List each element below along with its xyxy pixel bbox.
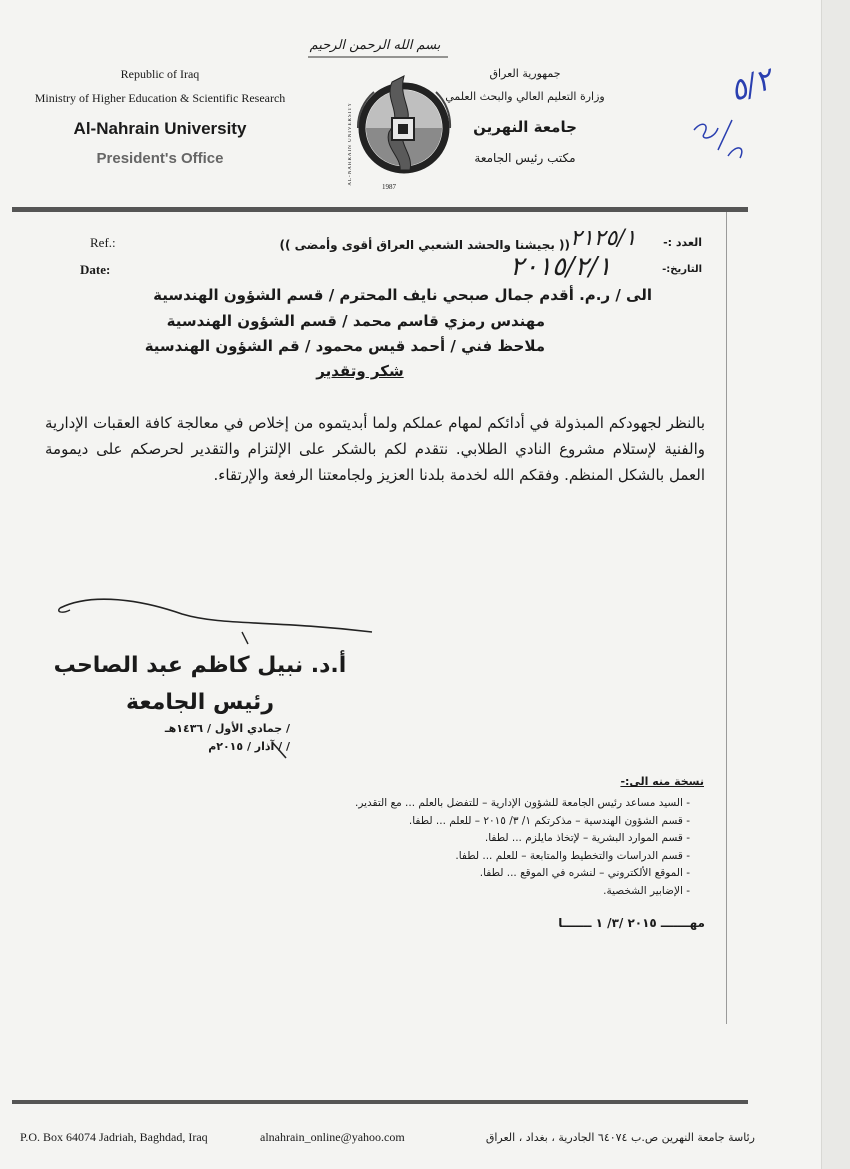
cc-item: - قسم الدراسات والتخطيط والمتابعة – للعلم ... لطفا.: [455, 849, 690, 862]
hijri-date: / جمادي الأول / ١٤٣٦هـ: [164, 722, 290, 735]
cc-item: - الإضابير الشخصية.: [603, 884, 690, 897]
ar-office: مكتب رئيس الجامعة: [474, 151, 576, 165]
page-edge: [821, 0, 850, 1169]
footer-email: alnahrain_online@yahoo.com: [260, 1130, 405, 1144]
cc-list: [280, 795, 690, 900]
subject: شكر وتقدير: [316, 362, 404, 380]
header-divider: [12, 207, 748, 212]
en-university: Al-Nahrain University: [73, 119, 247, 138]
recipient-line-3: ملاحظ فني / أحمد قيس محمود / قم الشؤون الهندسية: [144, 337, 545, 355]
handwritten-note: ٥/٢: [725, 61, 778, 110]
number-label: العدد :-: [663, 236, 702, 249]
en-ministry: Ministry of Higher Education & Scientific Research: [34, 91, 286, 105]
cc-heading: نسخة منه الى:-: [620, 775, 704, 788]
basmala: بسم الله الرحمن الرحيم: [309, 38, 441, 53]
handwritten-scribble: [688, 100, 758, 170]
signatory-title: رئيس الجامعة: [126, 690, 274, 715]
date-label-ar: التاريخ:-: [662, 264, 702, 275]
slogan: (( بجيشنا والحشد الشعبي العراق أقوى وأمضى )): [279, 238, 570, 252]
cc-item: - السيد مساعد رئيس الجامعة للشؤون الإدارية – للتفضل بالعلم ... مع التقدير.: [354, 797, 690, 809]
footer-ar-address: رئاسة جامعة النهرين ص.ب ٦٤٠٧٤ الجادرية ، بغداد ، العراق: [485, 1131, 755, 1144]
date-value: ٢٠١٥/٢/١: [510, 252, 612, 282]
cc-item: - قسم الشؤون الهندسية – مذكرتكم ١/ ٣/ ٢٠١٥ – للعلم ... لطفا.: [408, 814, 690, 827]
ar-ministry: وزارة التعليم العالي والبحث العلمي: [445, 90, 605, 103]
gregorian-date: / / آذار / ٢٠١٥م: [208, 740, 290, 753]
cc-item: - قسم الموارد البشرية – لإتخاذ مايلزم ... لطفا.: [484, 832, 690, 844]
ar-country: جمهورية العراق: [489, 67, 561, 80]
letter-body: بالنظر لجهودكم المبذولة في أدائكم لمهام عملكم ولما أبديتموه من إخلاص في معالجة كافة العقبات الإدارية والفنية لإستلام مشروع النادي الطلابي. نتقدم لكم بالشكر على الإلتزام والتقدير لحرصكم على ديمومة العمل بالشكل المنظم. وفقكم الله لخدمة بلدنا العزيز ولجامعتنا الرفعة والإرتقاء.: [45, 414, 705, 484]
ar-university: جامعة النهرين: [473, 118, 577, 136]
footer-po-box: P.O. Box 64074 Jadriah, Baghdad, Iraq: [20, 1130, 208, 1144]
footer-divider: [12, 1100, 748, 1104]
logo-year: 1987: [382, 183, 396, 191]
cc-footer-date: مهـــــــ ٢٠١٥ /٣/ ١ ـــــــا: [558, 916, 705, 930]
date-label: Date:: [80, 262, 111, 277]
basmala-underline: [308, 54, 448, 60]
recipient-line-1: الى / ر.م. أقدم جمال صبحي نايف المحترم / قسم الشؤون الهندسية: [153, 286, 652, 304]
en-country: Republic of Iraq: [120, 67, 200, 81]
number-value: ٢١٢٥/١: [570, 226, 637, 251]
logo-text: AL-NAHRAIN UNIVERSITY: [348, 102, 353, 186]
signatory-name: أ.د. نبيل كاظم عبد الصاحب: [53, 653, 347, 678]
handwritten-signature: [52, 592, 382, 662]
en-office: President's Office: [96, 150, 224, 167]
handwritten-tick: [270, 738, 290, 762]
ref-label: Ref.:: [90, 235, 116, 250]
margin-line: [726, 212, 727, 1024]
cc-item: - الموقع الألكتروني – لنشره في الموقع ... لطفا.: [479, 867, 690, 879]
recipient-line-2: مهندس رمزي قاسم محمد / قسم الشؤون الهندسية: [166, 312, 545, 330]
